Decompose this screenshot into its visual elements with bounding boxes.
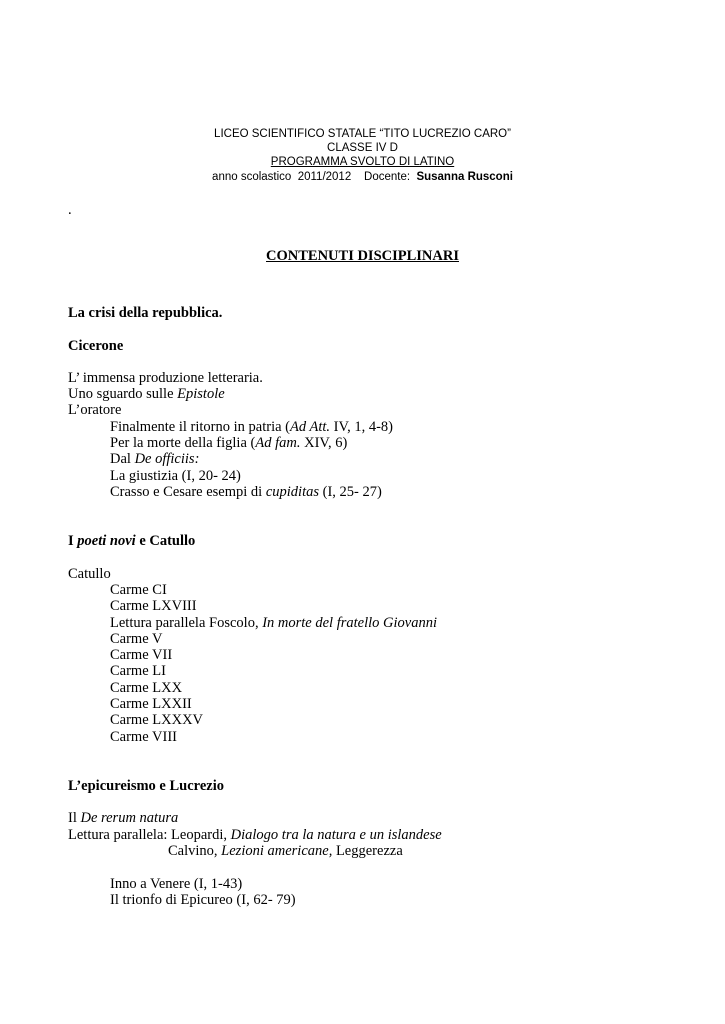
carme-item: Lettura parallela Foscolo, In morte del fratello Giovanni (110, 615, 437, 631)
heading-crisi: La crisi della repubblica. (68, 305, 223, 321)
catullo-author: Catullo (68, 566, 111, 582)
year-teacher-line: anno scolastico 2011/2012 Docente: Susanna Rusconi (212, 171, 513, 183)
carme-item: Carme VIII (110, 729, 177, 745)
cicerone-line: Uno sguardo sulle Epistole (68, 386, 225, 402)
carme-item: Carme V (110, 631, 163, 647)
carme-item: Carme LXXII (110, 696, 192, 712)
cicerone-work: Per la morte della figlia (Ad fam. XIV, 6) (110, 435, 348, 451)
lucrezio-passage: Il trionfo di Epicureo (I, 62- 79) (110, 892, 296, 908)
program-title: PROGRAMMA SVOLTO DI LATINO (270, 156, 455, 168)
cicerone-line: L’ immensa produzione letteraria. (68, 370, 263, 386)
lucrezio-passage: Inno a Venere (I, 1-43) (110, 876, 243, 892)
carme-item: Carme LXXXV (110, 712, 204, 728)
stray-dot: . (68, 202, 72, 218)
heading-cicerone: Cicerone (68, 338, 124, 354)
school-name: LICEO SCIENTIFICO STATALE “TITO LUCREZIO CARO” (214, 128, 511, 140)
carme-item: Carme LXVIII (110, 598, 197, 614)
heading-catullo: I poeti novi e Catullo (68, 533, 196, 549)
class-name: CLASSE IV D (327, 142, 398, 154)
lucrezio-line: Lettura parallela: Leopardi, Dialogo tra la natura e un islandese (68, 827, 442, 843)
cicerone-work: La giustizia (I, 20- 24) (110, 468, 241, 484)
heading-lucrezio: L’epicureismo e Lucrezio (68, 778, 224, 794)
carme-item: Carme CI (110, 582, 167, 598)
cicerone-work: Dal De officiis: (110, 451, 200, 467)
carme-item: Carme LI (110, 663, 166, 679)
cicerone-line: L’oratore (68, 402, 122, 418)
carme-item: Carme LXX (110, 680, 183, 696)
cicerone-work: Finalmente il ritorno in patria (Ad Att. IV, 1, 4-8) (110, 419, 393, 435)
page-title: CONTENUTI DISCIPLINARI (266, 248, 459, 264)
lucrezio-line: Il De rerum natura (68, 810, 179, 826)
carme-item: Carme VII (110, 647, 173, 663)
cicerone-work: Crasso e Cesare esempi di cupiditas (I, 25- 27) (110, 484, 382, 500)
lucrezio-line: Calvino, Lezioni americane, Leggerezza (168, 843, 403, 859)
